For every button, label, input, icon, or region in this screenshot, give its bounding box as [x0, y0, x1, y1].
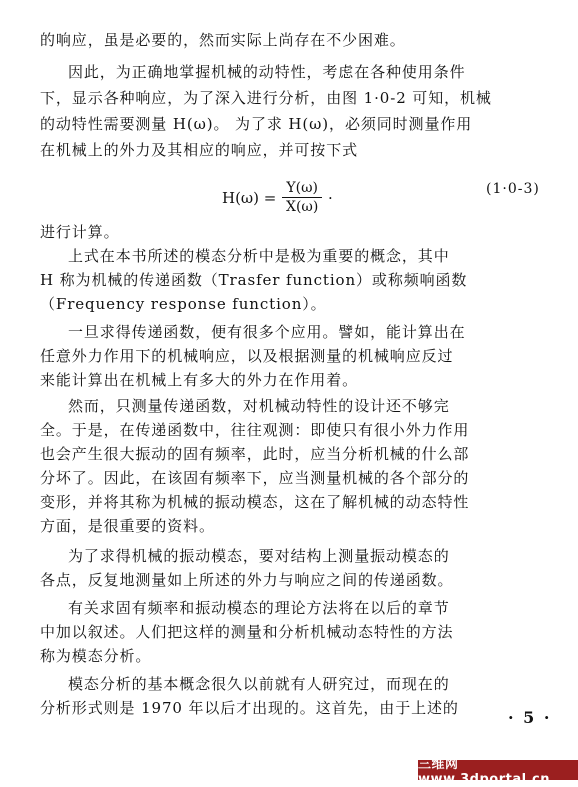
formula-trailing: ·	[327, 188, 333, 207]
text-line: 进行计算。	[40, 223, 120, 241]
text-line: 然而，只测量传递函数，对机械动特性的设计还不够完	[68, 397, 450, 415]
text-line: 因此，为正确地掌握机械的动特性，考虑在各种使用条件	[68, 63, 466, 81]
text-line: 下，显示各种响应，为了深入进行分析，由图 1·0-2 可知，机械	[40, 89, 492, 107]
text-line: （Frequency response function）。	[40, 295, 327, 313]
text-line: 上式在本书所述的模态分析中是极为重要的概念，其中	[68, 247, 450, 265]
text-line: 分坏了。因此，在该固有频率下，应当测量机械的各个部分的	[40, 469, 470, 487]
text-line: 的响应，虽是必要的，然而实际上尚存在不少困难。	[40, 31, 406, 49]
text-line: 各点，反复地测量如上所述的外力与响应之间的传递函数。	[40, 571, 454, 589]
text-line: 方面，是很重要的资料。	[40, 517, 215, 535]
equation-number: (1·0-3)	[486, 181, 540, 197]
formula-denominator: X(ω)	[286, 199, 319, 215]
text-line: H 称为机械的传递函数（Trasfer function）或称频响函数	[40, 271, 468, 289]
text-line: 在机械上的外力及其相应的响应，并可按下式	[40, 141, 359, 159]
watermark-logo: 三维网 www.3dportal.cn	[418, 760, 578, 780]
text-line: 模态分析的基本概念很久以前就有人研究过，而现在的	[68, 675, 450, 693]
text-line: 来能计算出在机械上有多大的外力在作用着。	[40, 371, 359, 389]
formula-fraction	[282, 180, 322, 215]
text-line: 称为模态分析。	[40, 647, 152, 665]
formula-numerator: Y(ω)	[282, 180, 322, 198]
text-line: 一旦求得传递函数，便有很多个应用。譬如，能计算出在	[68, 323, 466, 341]
text-line: 有关求固有频率和振动模态的理论方法将在以后的章节	[68, 599, 450, 617]
text-line: 任意外力作用下的机械响应，以及根据测量的机械响应反过	[40, 347, 454, 365]
text-line: 也会产生很大振动的固有频率，此时，应当分析机械的什么部	[40, 445, 470, 463]
text-line: 全。于是，在传递函数中，往往观测：即使只有很小外力作用	[40, 421, 470, 439]
text-line: 为了求得机械的振动模态，要对结构上测量振动模态的	[68, 547, 450, 565]
text-line: 的动特性需要测量 H(ω)。 为了求 H(ω)，必须同时测量作用	[40, 115, 473, 133]
page-number: · 5 ·	[508, 708, 552, 727]
text-line: 中加以叙述。人们把这样的测量和分析机械动态特性的方法	[40, 623, 454, 641]
formula-lhs: H(ω) =	[222, 188, 277, 207]
transfer-function-formula	[222, 180, 333, 215]
text-line: 分析形式则是 1970 年以后才出现的。这首先，由于上述的	[40, 699, 459, 717]
text-line: 变形，并将其称为机械的振动模态，这在了解机械的动态特性	[40, 493, 470, 511]
